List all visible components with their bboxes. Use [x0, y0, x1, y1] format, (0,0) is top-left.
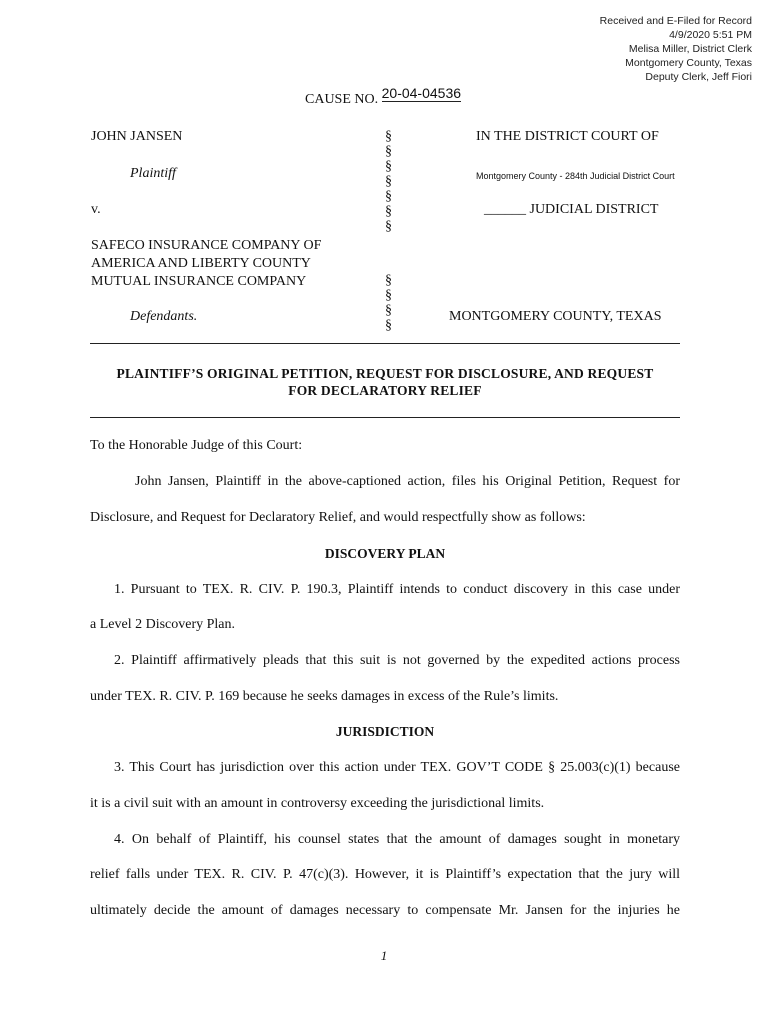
paragraph-3: 3. This Court has jurisdiction over this action under TEX. GOV’T CODE § 25.003(c)(1) because	[114, 760, 680, 775]
caption-divider	[90, 343, 680, 344]
section-symbols-bottom	[385, 273, 392, 333]
county-name: MONTGOMERY COUNTY, TEXAS	[449, 309, 662, 324]
defendant-line: SAFECO INSURANCE COMPANY OF	[91, 238, 322, 253]
paragraph-2-cont: under TEX. R. CIV. P. 169 because he seeks damages in excess of the Rule’s limits.	[90, 689, 559, 704]
cause-label: CAUSE NO.	[305, 92, 379, 107]
court-name: IN THE DISTRICT COURT OF	[476, 129, 659, 144]
intro-paragraph: John Jansen, Plaintiff in the above-captioned action, files his Original Petition, Request for	[135, 474, 680, 489]
section-symbol: §	[385, 159, 392, 174]
title-divider	[90, 417, 680, 418]
stamp-received: Received and E-Filed for Record	[599, 15, 752, 27]
section-symbol: §	[385, 174, 392, 189]
section-symbol: §	[385, 303, 392, 318]
defendant-line: MUTUAL INSURANCE COMPANY	[91, 274, 307, 289]
plaintiff-name: JOHN JANSEN	[91, 129, 183, 144]
cause-number-line	[305, 85, 462, 108]
stamp-county: Montgomery County, Texas	[625, 57, 752, 69]
section-symbol: §	[385, 273, 392, 288]
section-symbol: §	[385, 189, 392, 204]
section-symbols-top	[385, 129, 392, 234]
paragraph-4: 4. On behalf of Plaintiff, his counsel states that the amount of damages sought in monetary	[114, 832, 680, 847]
paragraph-2: 2. Plaintiff affirmatively pleads that this suit is not governed by the expedited actions process	[114, 653, 680, 668]
paragraph-4-cont: relief falls under TEX. R. CIV. P. 47(c)(3). However, it is Plaintiff’s expectation that the jury will	[90, 867, 680, 882]
page-number: 1	[380, 948, 388, 963]
salutation: To the Honorable Judge of this Court:	[90, 438, 303, 453]
judicial-district: JUDICIAL DISTRICT	[529, 202, 659, 217]
heading-jurisdiction: JURISDICTION	[335, 724, 435, 739]
section-symbol: §	[385, 288, 392, 303]
section-symbol: §	[385, 204, 392, 219]
judicial-district-line	[484, 202, 658, 218]
paragraph-1: 1. Pursuant to TEX. R. CIV. P. 190.3, Plaintiff intends to conduct discovery in this case under	[114, 582, 680, 597]
heading-discovery-plan: DISCOVERY PLAN	[324, 546, 446, 561]
versus: v.	[91, 202, 101, 217]
section-symbol: §	[385, 318, 392, 333]
plaintiff-role: Plaintiff	[130, 166, 176, 181]
stamp-datetime: 4/9/2020 5:51 PM	[669, 29, 752, 41]
defendant-role: Defendants.	[130, 309, 198, 324]
defendant-names	[91, 237, 321, 291]
efile-stamp	[582, 14, 752, 84]
section-symbol: §	[385, 129, 392, 144]
judicial-blank: ______	[484, 202, 526, 217]
section-symbol: §	[385, 144, 392, 159]
court-stamp: Montgomery County - 284th Judicial District Court	[476, 171, 675, 181]
cause-number: 20-04-04536	[381, 85, 462, 101]
section-symbol: §	[385, 219, 392, 234]
paragraph-3-cont: it is a civil suit with an amount in controversy exceeding the jurisdictional limits.	[90, 796, 545, 811]
defendant-line: AMERICA AND LIBERTY COUNTY	[91, 256, 311, 271]
title-line: FOR DECLARATORY RELIEF	[288, 383, 482, 398]
paragraph-1-cont: a Level 2 Discovery Plan.	[90, 617, 236, 632]
title-line: PLAINTIFF’S ORIGINAL PETITION, REQUEST FOR DISCLOSURE, AND REQUEST	[116, 366, 654, 381]
stamp-deputy: Deputy Clerk, Jeff Fiori	[645, 71, 752, 83]
intro-paragraph-cont: Disclosure, and Request for Declaratory Relief, and would respectfully show as follows:	[90, 510, 586, 525]
stamp-clerk: Melisa Miller, District Clerk	[628, 43, 752, 55]
paragraph-4-cont: ultimately decide the amount of damages necessary to compensate Mr. Jansen for the injuries he	[90, 903, 680, 918]
petition-title	[90, 365, 680, 399]
